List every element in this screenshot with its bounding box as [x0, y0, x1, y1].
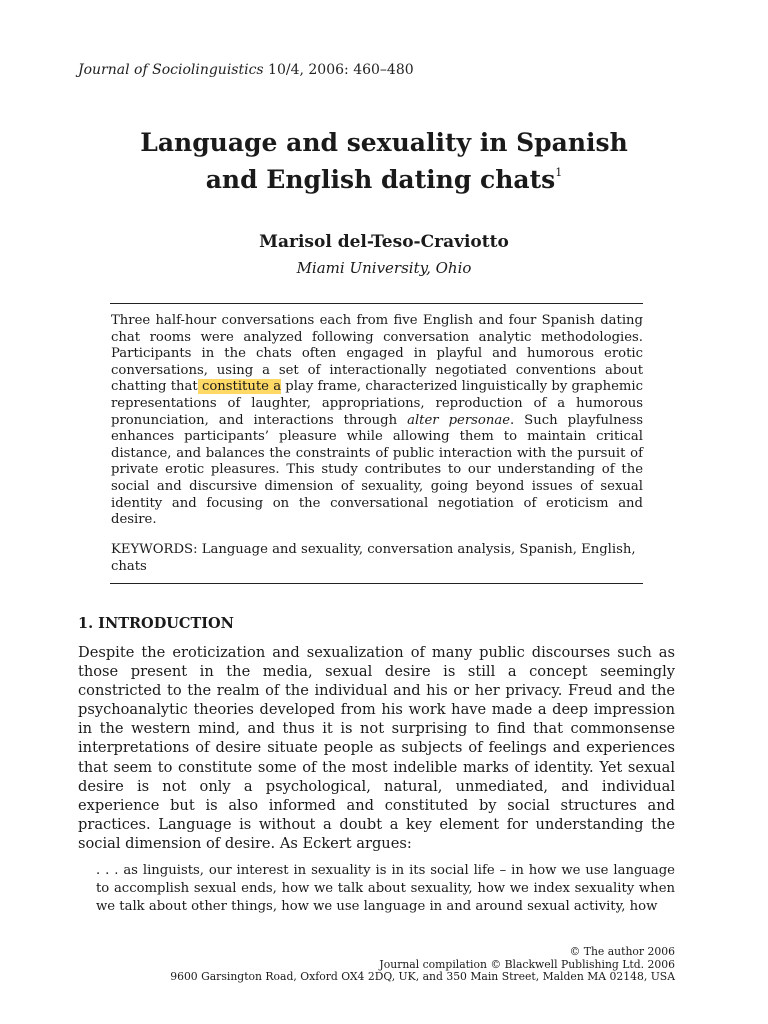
keywords-text: Language and sexuality, conversation analysis, Spanish, English, chats: [111, 542, 636, 574]
abstract-text-2: play frame, characterized linguistically by graphemic representations of laughter, appropriations, reproduction of a humorous pronunciation, and interactions through: [111, 379, 644, 428]
title-line-2-text: and English dating chats: [205, 165, 556, 194]
keywords-label: KEYWORDS:: [111, 542, 198, 557]
footer-line-2: Journal compilation © Blackwell Publishing Ltd. 2006: [379, 957, 675, 971]
journal-citation: [78, 62, 414, 78]
abstract-bottom-rule: [110, 583, 643, 584]
title-line-2: [0, 158, 768, 195]
keywords: [111, 541, 643, 575]
journal-issue: 10/4, 2006: 460–480: [263, 62, 414, 78]
article-title: [0, 128, 768, 195]
abstract-top-rule: [110, 303, 643, 304]
footer-line-1: © The author 2006: [569, 945, 675, 958]
author-affiliation: Miami University, Ohio: [296, 259, 472, 277]
block-quote: . . . as linguists, our interest in sexuality is in its social life – in how we use language to accomplish sexual ends, how we talk about sexuality, how we index sexuality when we talk about other things, how we use language in and around sexual activity, how: [96, 863, 675, 914]
footer-line-3: 9600 Garsington Road, Oxford OX4 2DQ, UK, and 350 Main Street, Malden MA 02148, USA: [170, 970, 675, 983]
copyright-footer: [75, 946, 675, 984]
journal-name: Journal of Sociolinguistics: [78, 62, 264, 78]
introduction-paragraph: Despite the eroticization and sexualization of many public discourses such as those present in the media, sexual desire is still a concept seemingly constricted to the realm of the individual and his or her privacy. Freud and the psychoanalytic theories developed from his work have made a deep impression in the western mind, and thus it is not surprising to find that commonsense interpretations of desire situate people as subjects of feelings and experiences that seem to constitute some of the most indelible marks of identity. Yet sexual desire is not only a psychological, natural, unmediated, and individual experience but is also informed and constituted by social structures and practices. Language is without a doubt a key element for understanding the social dimension of desire. As Eckert argues:: [78, 644, 675, 852]
abstract-italic-term: alter personae: [407, 412, 510, 428]
abstract-highlight[interactable]: constitute a: [197, 379, 282, 395]
abstract-text-3: . Such playfulness enhances participants’ pleasure while allowing them to maintain critical distance, and balances the constraints of public interaction with the pursuit of private erotic pleasures. This study contributes to our understanding of the social and discursive dimension of sexuality, going beyond issues of sexual identity and focusing on the conversational negotiation of eroticism and desire.: [111, 412, 643, 528]
abstract: [111, 313, 643, 529]
section-heading-introduction: 1. INTRODUCTION: [78, 615, 234, 632]
title-footnote-marker[interactable]: 1: [555, 166, 563, 179]
abstract-text-1: Three half-hour conversations each from five English and four Spanish dating chat rooms were analyzed following conversation analytic methodologies. Participants in the chats often engaged in playful and humorous erotic conversations, using a set of interactionally negotiated conventions about chatting that: [111, 313, 643, 395]
title-line-1: Language and sexuality in Spanish: [140, 128, 628, 157]
author-name: Marisol del-Teso-Craviotto: [259, 232, 509, 252]
